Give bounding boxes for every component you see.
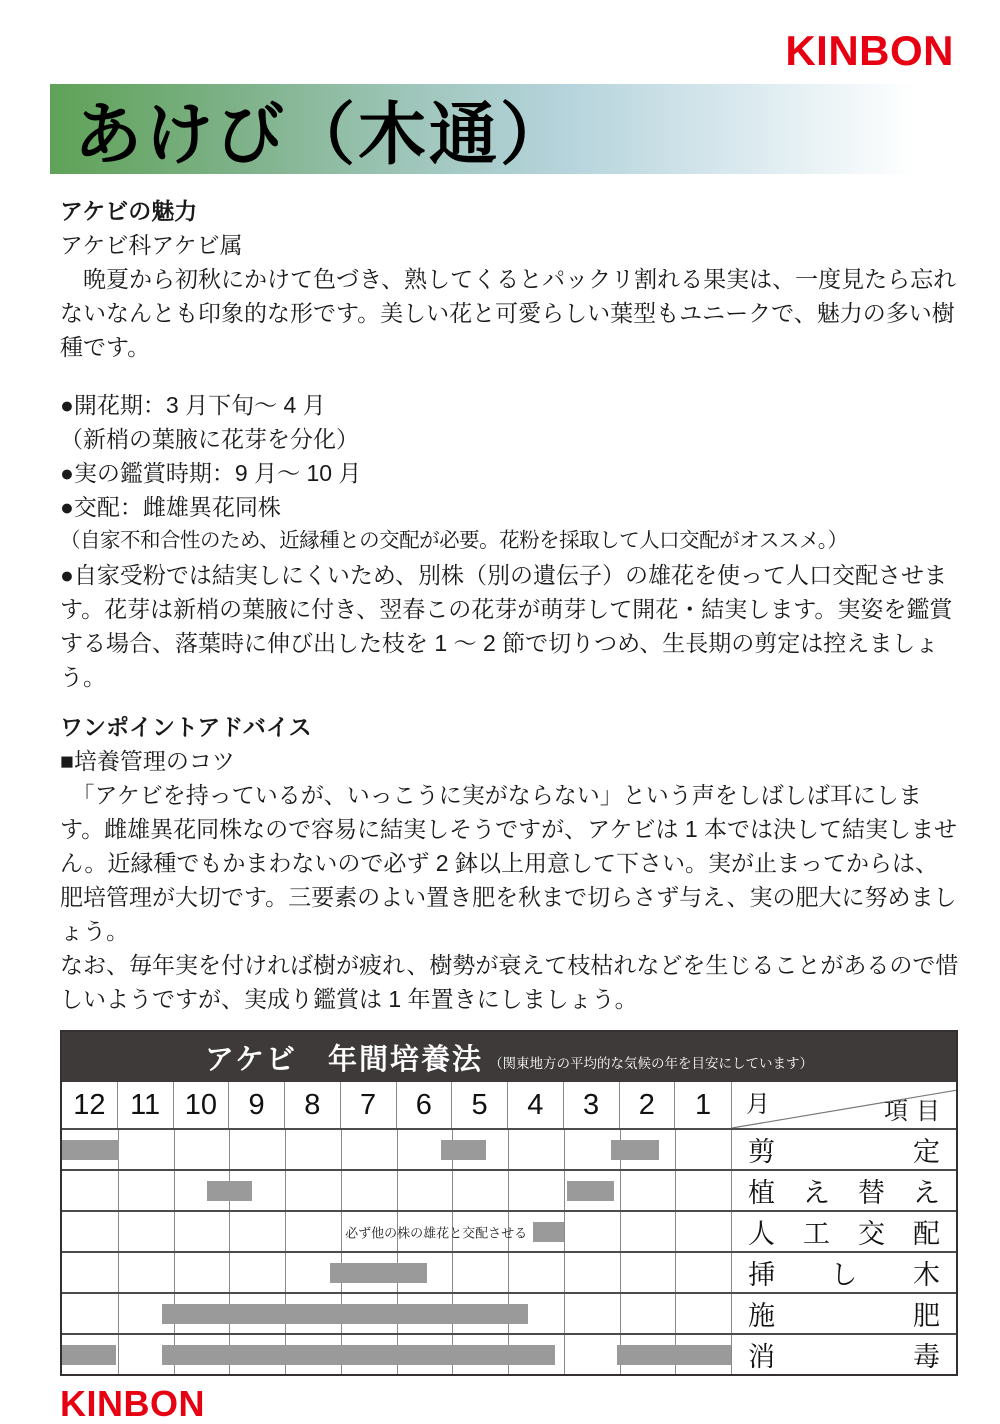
advice-heading: ワンポイントアドバイス [60,714,312,740]
grid-line [508,1171,509,1210]
chart-row-label [731,1212,956,1251]
grid-line [118,1171,119,1210]
activity-bar [611,1140,658,1160]
table-subtitle: （関東地方の平均的な気候の年を目安にしています） [489,1056,814,1071]
kinbon-logo: KINBON [785,27,954,74]
grid-line [564,1294,565,1333]
title-banner [50,84,962,174]
grid-line [564,1171,565,1210]
chart-row-label [731,1130,956,1169]
activity-bar [162,1304,527,1324]
annual-care-table-header [62,1032,956,1082]
label-char: 替 [858,1178,885,1208]
grid-line [341,1171,342,1210]
annual-care-table [60,1030,958,1376]
activity-bar [330,1263,428,1283]
month-column-header: 2 [620,1082,676,1128]
chart-row [62,1212,956,1253]
grid-line [174,1171,175,1210]
chart-row-track [62,1294,731,1333]
grid-line [229,1253,230,1292]
chart-corner-cell [731,1082,956,1128]
chart-row-track [62,1171,731,1210]
grid-line [341,1212,342,1251]
label-char: 配 [913,1219,940,1249]
fact-item: （新梢の葉腋に花芽を分化） [60,426,359,452]
month-column-header: 11 [118,1082,174,1128]
grid-line [174,1130,175,1169]
appeal-section [60,194,960,364]
chart-body [62,1130,956,1374]
grid-line [675,1294,676,1333]
label-char: し [830,1260,858,1290]
grid-line [285,1171,286,1210]
grid-line [620,1294,621,1333]
chart-months-row [62,1082,956,1130]
grid-line [397,1171,398,1210]
footer [60,1383,1000,1424]
activity-bar [62,1345,116,1365]
month-column-header: 7 [341,1082,397,1128]
grid-line [675,1130,676,1169]
grid-line [675,1171,676,1210]
grid-line [508,1253,509,1292]
grid-line [285,1130,286,1169]
label-char: 交 [858,1219,885,1249]
grid-line [675,1253,676,1292]
label-char: 施 [748,1301,775,1331]
label-char: 消 [748,1342,775,1372]
chart-row-label [731,1335,956,1374]
grid-line [620,1212,621,1251]
appeal-heading: アケビの魅力 [60,198,198,224]
facts-list [60,388,960,694]
grid-line [174,1253,175,1292]
advice-section [60,710,960,1016]
advice-subheading: ■培養管理のコツ [60,748,235,774]
month-column-header: 12 [62,1082,118,1128]
grid-line [452,1171,453,1210]
activity-bar [62,1140,119,1160]
month-column-header: 9 [229,1082,285,1128]
chart-row [62,1171,956,1212]
header [0,0,1000,72]
label-char: え [913,1178,940,1208]
activity-bar [567,1181,614,1201]
label-char: 挿 [748,1260,775,1290]
grid-line [341,1130,342,1169]
grid-line [564,1130,565,1169]
grid-line [174,1212,175,1251]
advice-paragraph: なお、毎年実を付ければ樹が疲れ、樹勢が衰えて枝枯れなどを生じることがあるので惜しいようですが、実成り鑑賞は 1 年置きにしましょう。 [60,952,959,1012]
advice-paragraph: 「アケビを持っているが、いっこうに実がならない」という声をしばしば耳にします。雌雄異花同株なので容易に結実しそうですが、アケビは 1 本では決して結実しません。近縁種でもかまわないので必ず 2 鉢以上用意して下さい。実が止まってからは、肥培管理が大切です。三要素のよい置き肥を秋まで切らさず与え、実の肥大に努めましょう。 [60,782,958,944]
chart-row-label [731,1253,956,1292]
appeal-paragraph: 晩夏から初秋にかけて色づき、熟してくるとパックリ割れる果実は、一度見たら忘れないなんとも印象的な形です。美しい花と可愛らしい葉型もユニークで、魅力の多い樹種です。 [60,266,957,360]
chart-row-label [731,1171,956,1210]
grid-line [118,1253,119,1292]
kinbon-logo-footer: KINBON [60,1383,205,1424]
label-char: 人 [748,1219,775,1249]
month-column-header: 3 [564,1082,620,1128]
grid-line [452,1253,453,1292]
fact-item: ●実の鑑賞時期：9 月～ 10 月 [60,460,362,486]
month-column-header: 6 [397,1082,453,1128]
grid-line [564,1253,565,1292]
activity-bar [207,1181,252,1201]
chart-row-track [62,1130,731,1169]
fact-item: ●開花期：3 月下旬～ 4 月 [60,392,326,418]
article-body [60,194,960,1016]
label-char: え [803,1178,830,1208]
grid-line [620,1253,621,1292]
chart-row [62,1253,956,1294]
grid-line [620,1171,621,1210]
grid-line [508,1130,509,1169]
grid-line [229,1212,230,1251]
chart-row-note: 必ず他の株の雄花と交配させる [345,1225,528,1240]
grid-line [229,1130,230,1169]
month-column-header: 10 [174,1082,230,1128]
label-char: 肥 [913,1301,940,1331]
grid-line [397,1130,398,1169]
grid-line [285,1253,286,1292]
grid-line [564,1335,565,1374]
page-title: あけび（木通） [74,94,572,175]
chart-row-track [62,1335,731,1374]
chart-row [62,1335,956,1374]
activity-bar [617,1345,731,1365]
label-char: 剪 [748,1137,775,1167]
grid-line [285,1212,286,1251]
chart-row-label [731,1294,956,1333]
label-char: 木 [913,1260,940,1290]
activity-bar [441,1140,486,1160]
grid-line [564,1212,565,1251]
corner-item-label: 項目 [884,1098,948,1125]
grid-line [118,1294,119,1333]
label-char: 定 [913,1137,940,1167]
month-column-header: 1 [695,1088,712,1121]
appeal-subheading: アケビ科アケビ属 [60,232,243,258]
corner-month-label: 月 [746,1091,770,1118]
chart-row [62,1294,956,1335]
month-column-header: 5 [452,1082,508,1128]
chart-row-track [62,1212,731,1251]
grid-line [118,1335,119,1374]
month-column-header: 4 [508,1082,564,1128]
grid-line [675,1212,676,1251]
month-column-header: 8 [285,1082,341,1128]
grid-line [118,1212,119,1251]
label-char: 毒 [913,1342,940,1372]
chart-row-track [62,1253,731,1292]
activity-bar [533,1222,564,1242]
fact-item: （自家不和合性のため、近縁種との交配が必要。花粉を採取して人口交配がオススメ。） [60,529,848,552]
label-char: 工 [803,1219,830,1249]
fact-item: ●自家受粉では結実しにくいため、別株（別の遺伝子）の雄花を使って人口交配させます。花芽は新梢の葉腋に付き、翌春この花芽が萌芽して開花・結実します。実姿を鑑賞する場合、落葉時に伸び出した枝を 1 ～ 2 節で切りつめ、生長期の剪定は控えましょう。 [60,562,953,690]
chart-row [62,1130,956,1171]
fact-item: ●交配：雌雄異花同株 [60,494,281,520]
label-char: 植 [748,1178,775,1208]
activity-bar [162,1345,555,1365]
table-title: アケビ 年間培養法 [204,1041,484,1076]
